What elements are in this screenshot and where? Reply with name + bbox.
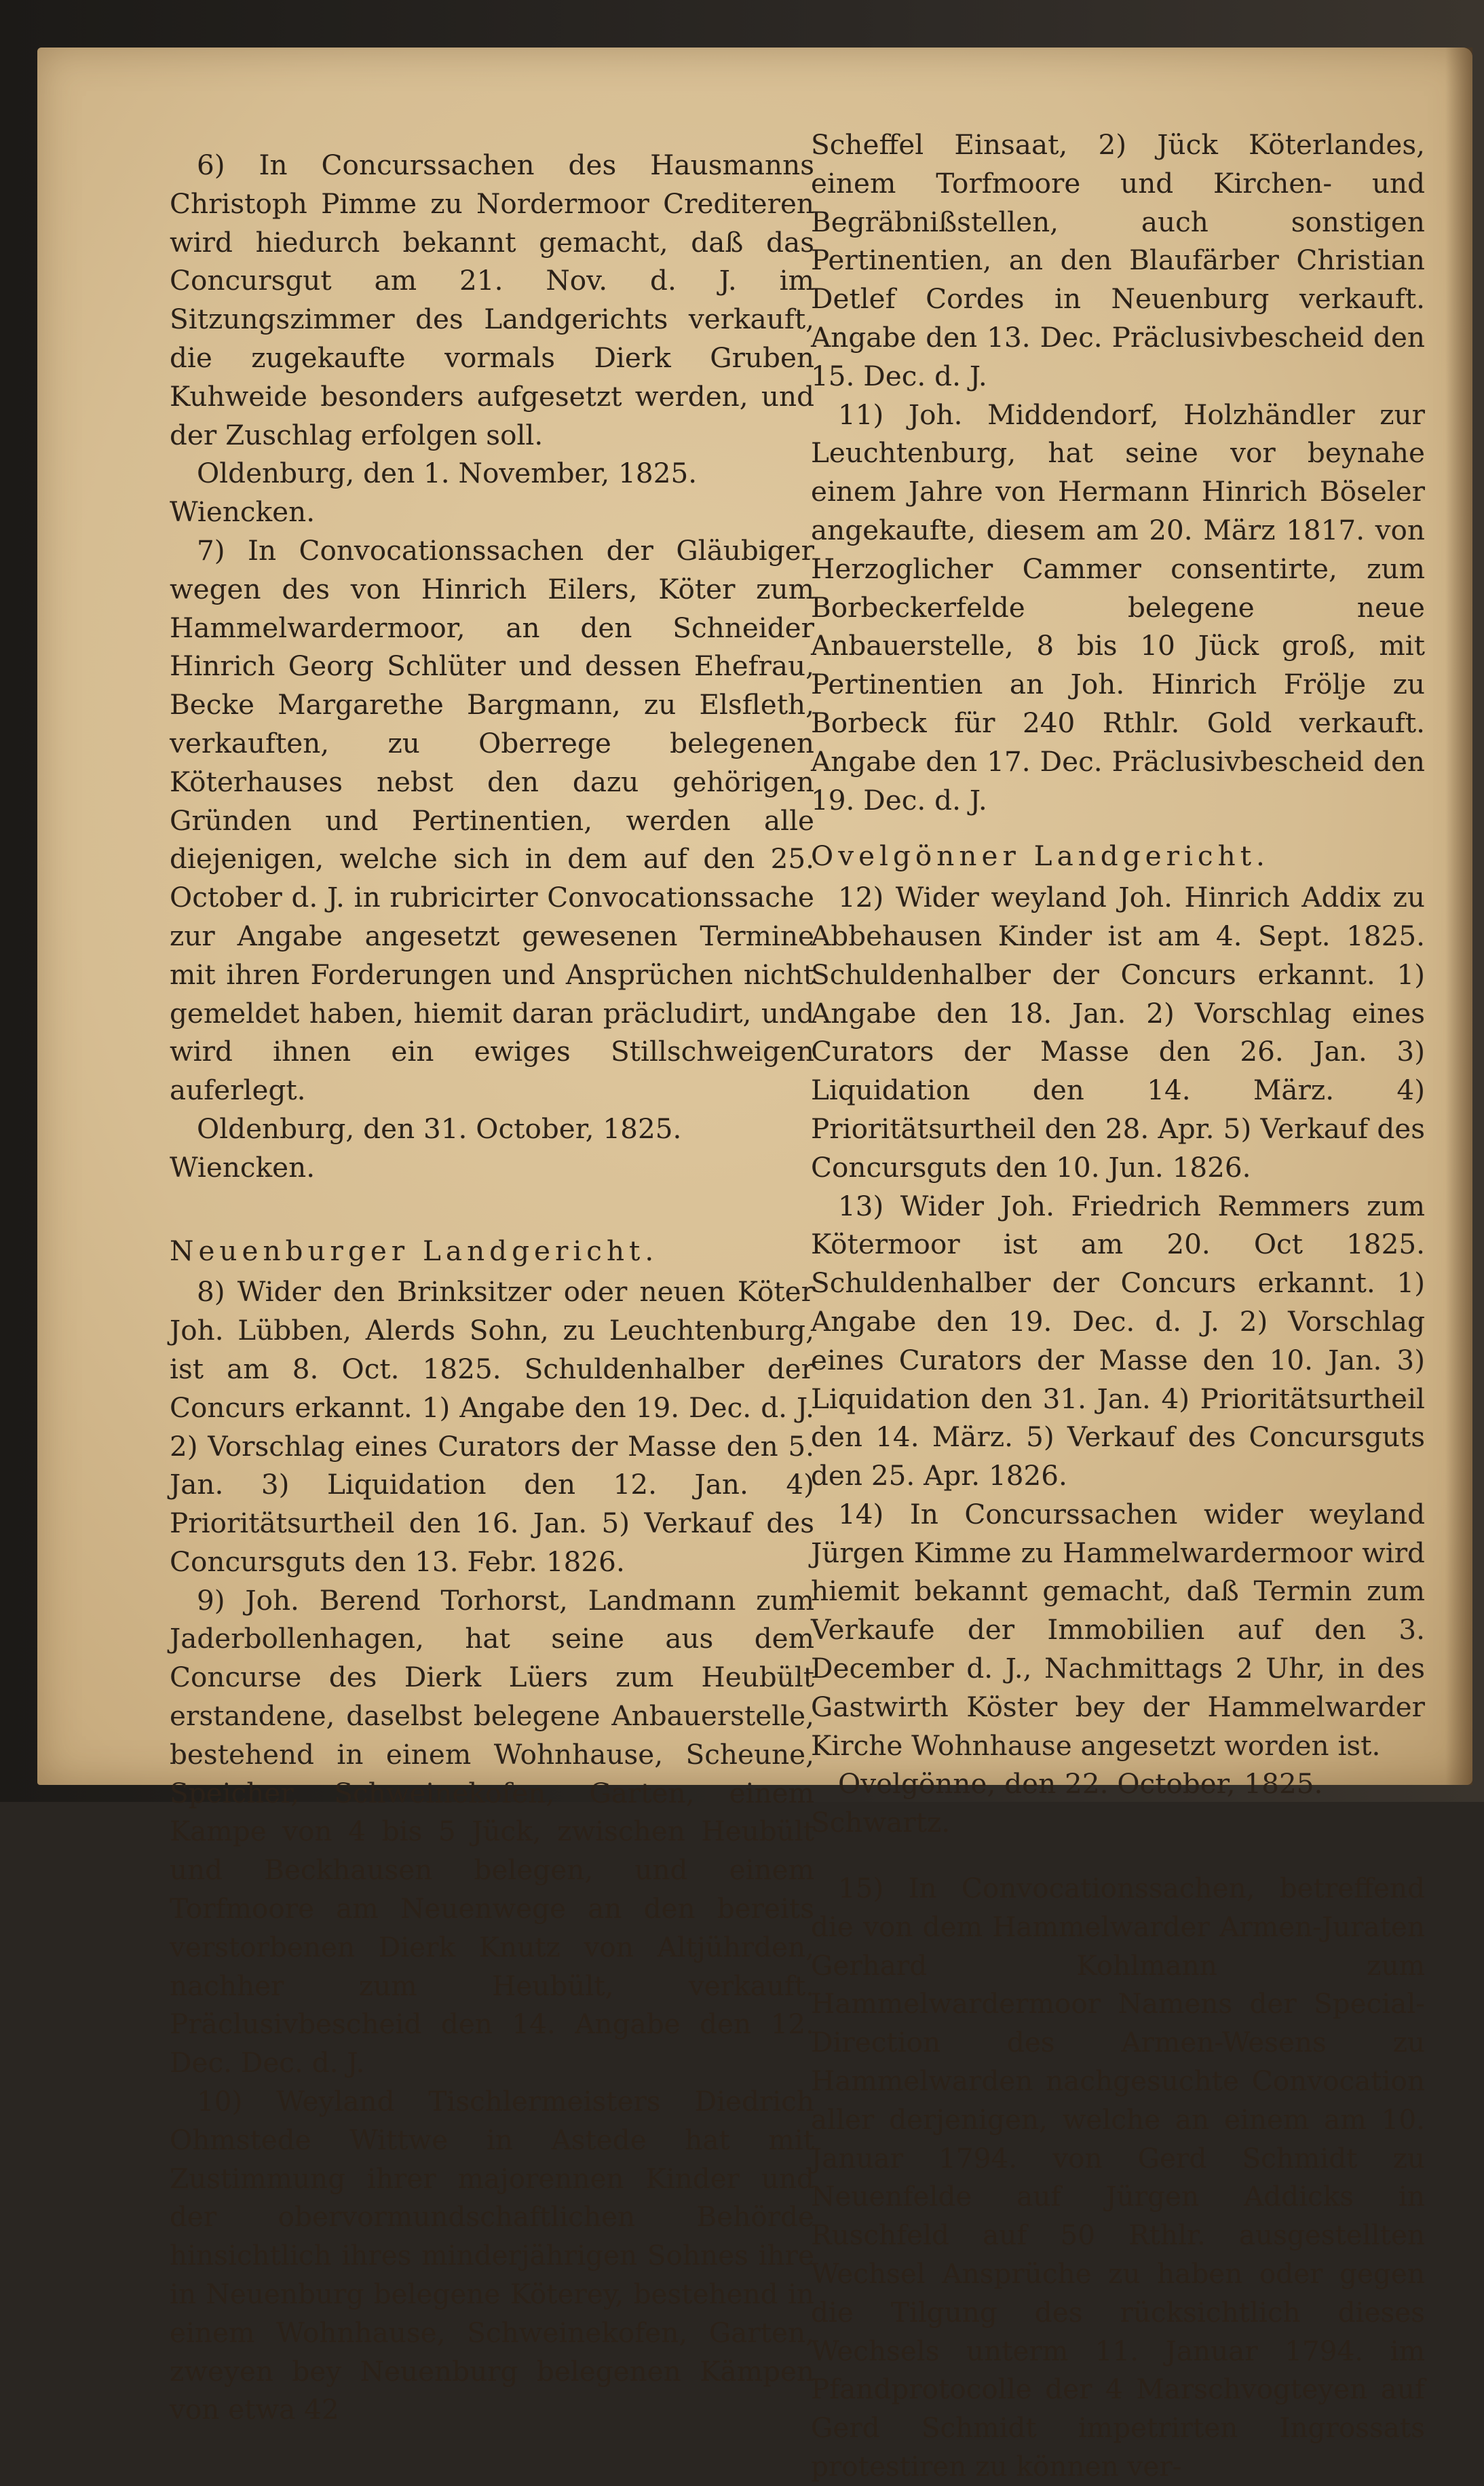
notice-7: 7) In Convocationssachen der Gläubiger wegen des von Hinrich Eilers, Köter zum Hammelwardermoor, an den Schneider Hinrich Georg Schlüter und dessen Ehefrau, Becke Margarethe Bargmann, zu Elsfleth, verkauften, zu Oberrege belegenen Köterhauses nebst den dazu gehörigen Gründen und Pertinentien, werden alle diejenigen, welche sich in dem auf den 25. October d. J. in rubricirter Convocationssache zur Angabe angesetzt gewesenen Termine mit ihren Forderungen und Ansprüchen nicht gemeldet haben, hiemit daran präcludirt, und wird ihnen ein ewiges Stillschweigen auferlegt. — [170, 533, 814, 1107]
notice-14-signature: Schwartz. — [811, 1806, 951, 1839]
section-heading-ovelgonne: Ovelgönner Landgericht. — [811, 840, 1270, 873]
page-gutter-shadow — [1445, 48, 1472, 1785]
notice-13: 13) Wider Joh. Friedrich Remmers zum Kötermoor ist am 20. Oct 1825. Schuldenhalber der Concurs erkannt. 1) Angabe den 19. Dec. d. J. 2) Vorschlag eines Curators der Masse den 10. Jan. 3) Liquidation den 31. Jan. 4) Prioritätsurtheil den 14. März. 5) Verkauf des Concursguts den 25. Apr. 1826. — [811, 1189, 1425, 1492]
section-heading-neuenburg: Neuenburger Landgericht. — [170, 1234, 659, 1267]
notice-12: 12) Wider weyland Joh. Hinrich Addix zu Abbehausen Kinder ist am 4. Sept. 1825. Schuldenhalber der Concurs erkannt. 1) Angabe den 18. Jan. 2) Vorschlag eines Curators der Masse den 26. Jan. 3) Liquidation den 14. März. 4) Prioritätsurtheil den 28. Apr. 5) Verkauf des Concursguts den 10. Jun. 1826. — [811, 881, 1425, 1184]
notice-9: 9) Joh. Berend Torhorst, Landmann zum Jaderbollenhagen, hat seine aus dem Concurse des Dierk Lüers zum Heubült erstandene, daselbst belegene Anbauerstelle, bestehend in einem Wohnhause, Scheune, Speicher, Schweinekofen, Garten, einem Kampe von 4 bis 5 Jück, zwischen Heubült und Beckhausen belegen, und einem Torfmoore am Neuenwege an den bereits verstorbenen Dierk Knutz von Altjührden, nachher zum Heubült, verkauft. Präclusivbescheid den 14. Angabe den 12. Dec. Dec. d. J. — [170, 1583, 814, 2079]
notice-14: 14) In Concurssachen wider weyland Jürgen Kimme zu Hammelwardermoor wird hiemit bekannt gemacht, daß Termin zum Verkaufe der Immobilien auf den 3. December d. J., Nachmittags 2 Uhr, in des Gastwirth Köster bey der Hammelwarder Kirche Wohnhause angesetzt worden ist. — [811, 1497, 1425, 1762]
left-column — [170, 146, 814, 2429]
notice-14-dateline: Ovelgönne, den 22. October, 1825. — [838, 1767, 1323, 1801]
notice-6-dateline: Oldenburg, den 1. November, 1825. — [197, 457, 698, 490]
notice-8: 8) Wider den Brinksitzer oder neuen Köter Joh. Lübben, Alerds Sohn, zu Leuchtenburg, ist am 8. Oct. 1825. Schuldenhalber der Concurs erkannt. 1) Angabe den 19. Dec. d. J. 2) Vorschlag eines Curators der Masse den 5. Jan. 3) Liquidation den 12. Jan. 4) Prioritätsurtheil den 16. Jan. 5) Verkauf des Concursguts den 13. Febr. 1826. — [170, 1275, 814, 1578]
notice-7-signature: Wiencken. — [170, 1150, 316, 1184]
notice-6: 6) In Concurssachen des Hausmanns Christoph Pimme zu Nordermoor Crediteren wird hiedurch bekannt gemacht, daß das Concursgut am 21. Nov. d. J. im Sitzungszimmer des Landgerichts verkauft, die zugekaufte vormals Dierk Gruben Kuhweide besonders aufgesetzt werden, und der Zuschlag erfolgen soll. — [170, 149, 814, 451]
notice-11: 11) Joh. Middendorf, Holzhändler zur Leuchtenburg, hat seine vor beynahe einem Jahre von Hermann Hinrich Böseler angekaufte, diesem am 20. März 1817. von Herzoglicher Cammer consentirte, zum Borbeckerfelde belegene neue Anbauerstelle, 8 bis 10 Jück groß, mit Pertinentien an Joh. Hinrich Frölje zu Borbeck für 240 Rthlr. Gold verkauft. Angabe den 17. Dec. Präclusivbescheid den 19. Dec. d. J. — [811, 398, 1425, 816]
notice-6-signature: Wiencken. — [170, 495, 316, 529]
section-spacer — [170, 1187, 814, 1214]
notice-7-dateline: Oldenburg, den 31. October, 1825. — [197, 1112, 682, 1145]
section-spacer — [811, 1842, 1425, 1869]
right-column — [811, 126, 1425, 2486]
notice-15: 15) In Convocationssachen, betreffend die von dem Hammelwarder Armen-Juraten Gerhard Kohlmann zum Hammelwardermoor Namens der Special-Direction des Armen-Wesens zu Hammelwarden nachgesuchte Convocation aller derjenigen, welche an einem am 10. Januar 1794. von Gerd Schmidt zu Neuenfelde auf Jürgen Addicks in Ruschfeld auf 50 Rthlr. ausgestellten Wechsel Ansprüche zu haben oder gegen die Tilgung des rücksichtlich dieses Wechsels unterm 11. Januar 1794. im Pfandprotocolle der 4 Marschvogteyen auf Gerd Schmidt impetrirten Ingrossats protestiren zu können ver- — [811, 1872, 1425, 2483]
notice-10: 10) Weyland Tischlermeisters Diedrich Ohmstede Wittwe in Astede hat mit Zustimmung ihrer majorennen Kinder und der obervormundschaftlichen Behörde hinsichtlich ihres minderjährigen Sohnes ihre in Neuenburg belegene Köterey, bestehend in einem Wohnhause, Schweinekofen, Garten, zweyen bey Neuenburg belegenen Kämpen von etwa 42 — [170, 2085, 814, 2426]
notice-10-continued: Scheffel Einsaat, 2) Jück Köterlandes, einem Torfmoore und Kirchen- und Begräbnißstellen, auch sonstigen Pertinentien, an den Blaufärber Christian Detlef Cordes in Neuenburg verkauft. Angabe den 13. Dec. Präclusivbescheid den 15. Dec. d. J. — [811, 128, 1425, 392]
